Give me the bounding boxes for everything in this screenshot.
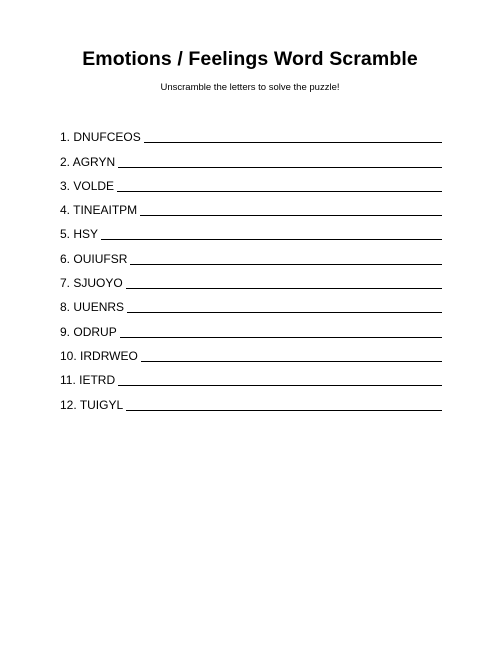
list-item (60, 194, 442, 218)
item-scramble: DNUFCEOS (73, 130, 141, 145)
answer-line (117, 179, 442, 192)
item-number: 1. (60, 130, 71, 145)
answer-line (130, 252, 442, 265)
answer-line (118, 373, 442, 386)
list-item (60, 364, 442, 388)
item-scramble: VOLDE (73, 178, 115, 193)
item-scramble: TUIGYL (79, 397, 124, 412)
item-label (60, 226, 101, 242)
answer-line (120, 325, 442, 338)
list-item (60, 145, 442, 169)
list-item (60, 242, 442, 266)
list-item (60, 340, 442, 364)
item-label (60, 129, 144, 145)
list-item (60, 388, 442, 412)
item-scramble: TINEAITPM (73, 203, 138, 218)
list-item (60, 170, 442, 194)
item-label (60, 324, 120, 340)
item-label (60, 397, 126, 413)
item-label (60, 154, 118, 170)
answer-line (127, 300, 442, 313)
item-number: 4. (60, 203, 71, 218)
item-scramble: IRDRWEO (80, 348, 138, 363)
item-label (60, 299, 127, 315)
item-number: 9. (60, 324, 71, 339)
item-scramble: HSY (73, 227, 99, 242)
item-number: 6. (60, 251, 71, 266)
answer-line (140, 203, 442, 216)
item-scramble: UUENRS (73, 300, 125, 315)
item-number: 12. (60, 397, 77, 412)
answer-line (126, 398, 442, 411)
item-scramble: OUIUFSR (73, 251, 128, 266)
instructions-text: Unscramble the letters to solve the puzzle! (160, 82, 340, 93)
list-item (60, 121, 442, 145)
item-scramble: SJUOYO (73, 276, 123, 291)
list-item (60, 315, 442, 339)
list-item (60, 267, 442, 291)
item-label (60, 202, 140, 218)
item-label (60, 348, 141, 364)
item-number: 11. (60, 373, 76, 388)
item-number: 10. (60, 348, 77, 363)
list-item (60, 291, 442, 315)
item-label (60, 372, 118, 388)
item-number: 7. (60, 276, 71, 291)
answer-line (141, 349, 442, 362)
item-number: 5. (60, 227, 71, 242)
item-number: 8. (60, 300, 71, 315)
item-number: 3. (60, 178, 71, 193)
answer-line (101, 227, 442, 240)
item-scramble: IETRD (79, 373, 116, 388)
item-scramble: AGRYN (72, 154, 116, 169)
answer-line (144, 130, 442, 143)
answer-line (126, 276, 442, 289)
item-label (60, 275, 126, 291)
item-number: 2. (60, 154, 71, 169)
list-item (60, 218, 442, 242)
item-scramble: ODRUP (73, 324, 117, 339)
answer-line (118, 155, 442, 168)
item-label (60, 178, 117, 194)
page-title: Emotions / Feelings Word Scramble (82, 48, 418, 70)
item-label (60, 251, 130, 267)
scramble-list (60, 121, 442, 413)
